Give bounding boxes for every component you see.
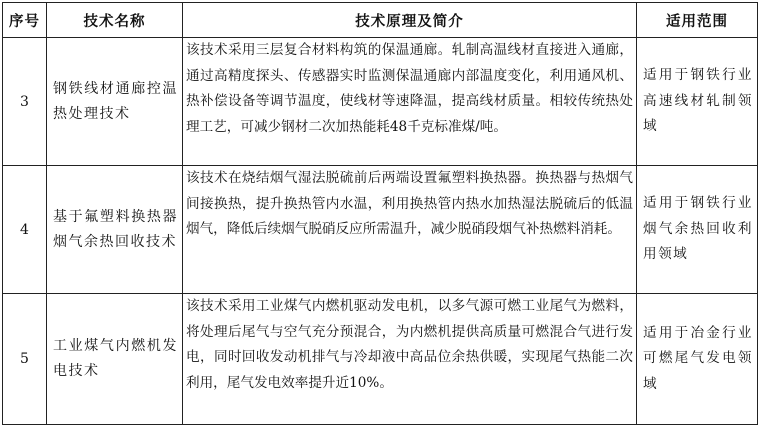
technology-table bbox=[2, 2, 758, 425]
table-row bbox=[3, 38, 758, 166]
header-row bbox=[3, 3, 758, 38]
row-number: 4 bbox=[3, 166, 47, 294]
row-number: 5 bbox=[3, 294, 47, 425]
technology-description: 该技术在烧结烟气湿法脱硫前后两端设置氟塑料换热器。换热器与热烟气间接换热，提升换热管内水温，利用换热管内热水加热湿法脱硫后的低温烟气，降低后续烟气脱硝反应所需温升，减少脱硝段烟气补热燃料消耗。 bbox=[183, 166, 637, 294]
row-number: 3 bbox=[3, 38, 47, 166]
technology-name: 基于氟塑料换热器烟气余热回收技术 bbox=[47, 166, 183, 294]
technology-name: 工业煤气内燃机发电技术 bbox=[47, 294, 183, 425]
application-scope: 适用于钢铁行业高速线材轧制领域 bbox=[637, 38, 758, 166]
header-desc: 技术原理及简介 bbox=[183, 3, 637, 38]
table-row bbox=[3, 166, 758, 294]
application-scope: 适用于钢铁行业烟气余热回收利用领域 bbox=[637, 166, 758, 294]
header-no: 序号 bbox=[3, 3, 47, 38]
technology-description: 该技术采用工业煤气内燃机驱动发电机，以多气源可燃工业尾气为燃料，将处理后尾气与空气充分预混合，为内燃机提供高质量可燃混合气进行发电，同时回收发动机排气与冷却液中高品位余热供暖，实现尾气热能二次利用，尾气发电效率提升近10%。 bbox=[183, 294, 637, 425]
application-scope: 适用于冶金行业可燃尾气发电领域 bbox=[637, 294, 758, 425]
technology-description: 该技术采用三层复合材料构筑的保温通廊。轧制高温线材直接进入通廊，通过高精度探头、传感器实时监测保温通廊内部温度变化，利用通风机、热补偿设备等调节温度，使线材等速降温，提高线材质量。相较传统热处理工艺，可减少钢材二次加热能耗48千克标准煤/吨。 bbox=[183, 38, 637, 166]
header-scope: 适用范围 bbox=[637, 3, 758, 38]
header-name: 技术名称 bbox=[47, 3, 183, 38]
table-row bbox=[3, 294, 758, 425]
technology-name: 钢铁线材通廊控温热处理技术 bbox=[47, 38, 183, 166]
